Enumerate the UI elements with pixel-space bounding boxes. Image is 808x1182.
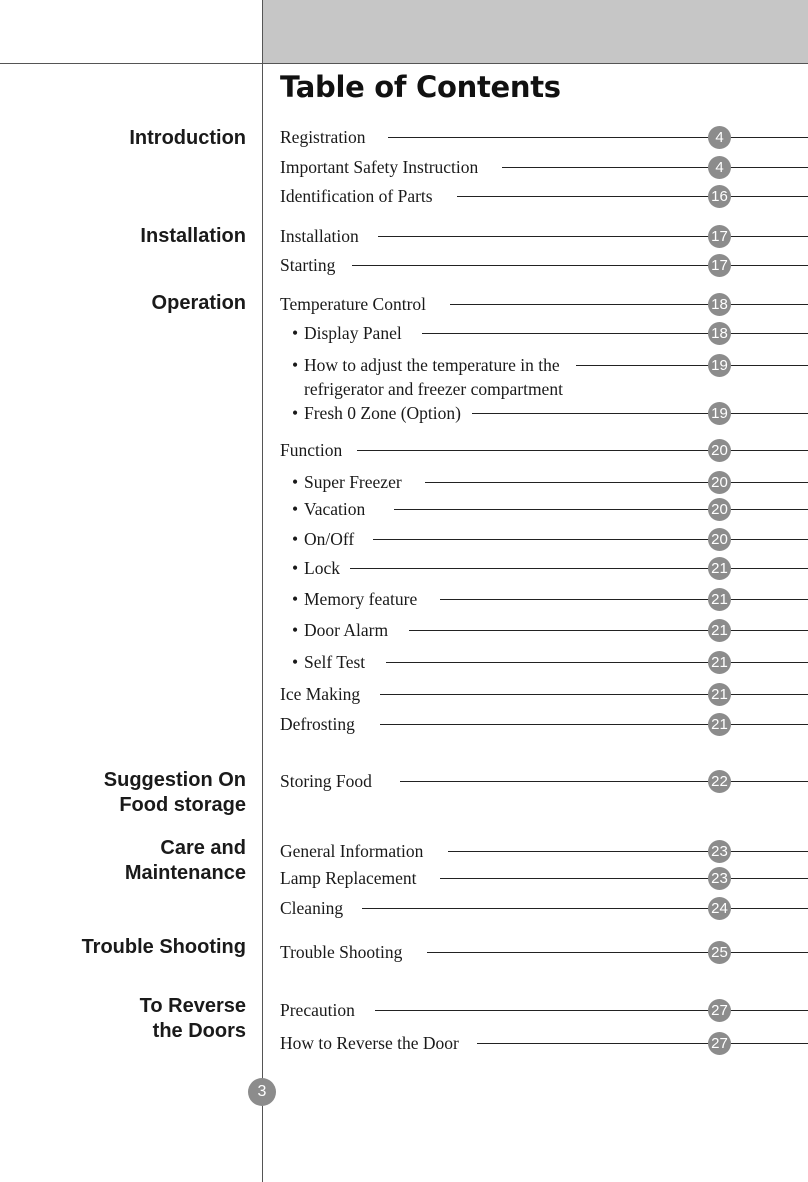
page-badge: 21 [708, 557, 731, 580]
page-badge: 21 [708, 651, 731, 674]
leader-line [380, 694, 808, 695]
toc-entry-installation[interactable] [280, 225, 808, 255]
toc-entry-storing-food[interactable] [280, 770, 808, 800]
leader-line [386, 662, 808, 663]
toc-entry-memory-feature[interactable] [280, 588, 808, 618]
column-divider [262, 0, 263, 1182]
entry-label: • Vacation [292, 499, 366, 519]
page-badge: 19 [708, 354, 731, 377]
page-badge: 20 [708, 471, 731, 494]
entry-label: Precaution [280, 1000, 355, 1020]
entry-label: Cleaning [280, 898, 344, 918]
leader-line [477, 1043, 808, 1044]
page-badge: 27 [708, 999, 731, 1022]
leader-line [450, 304, 808, 305]
leader-line [502, 167, 808, 168]
leader-line [440, 599, 808, 600]
toc-entry-precaution[interactable] [280, 999, 808, 1029]
page-badge: 19 [708, 402, 731, 425]
toc-entry-function[interactable] [280, 439, 808, 469]
page-badge: 27 [708, 1032, 731, 1055]
entry-label: • Display Panel [292, 323, 402, 343]
entry-label: • How to adjust the temperature in the [292, 355, 560, 375]
toc-entry-important-safety-instruction[interactable] [280, 156, 808, 186]
leader-line [576, 365, 808, 366]
leader-line [394, 509, 808, 510]
toc-entry-identification-of-parts[interactable] [280, 185, 808, 215]
entry-label: Registration [280, 127, 366, 147]
header-band [263, 0, 808, 64]
entry-label: General Information [280, 841, 424, 861]
toc-entry-display-panel[interactable] [280, 322, 808, 352]
entry-label: • Lock [292, 558, 340, 578]
entry-label: • Super Freezer [292, 472, 402, 492]
page-badge: 17 [708, 254, 731, 277]
leader-line [357, 450, 808, 451]
leader-line [472, 413, 808, 414]
leader-line [375, 1010, 808, 1011]
leader-line [380, 724, 808, 725]
entry-label: Ice Making [280, 684, 361, 704]
toc-entry-cleaning[interactable] [280, 897, 808, 927]
leader-line [350, 568, 808, 569]
section-trouble-shooting: Trouble Shooting [81, 936, 246, 958]
leader-line [373, 539, 808, 540]
entry-label: Identification of Parts [280, 186, 433, 206]
leader-line [378, 236, 808, 237]
entry-label: Lamp Replacement [280, 868, 417, 888]
entry-label: How to Reverse the Door [280, 1033, 459, 1053]
leader-line [422, 333, 808, 334]
toc-entry-vacation[interactable] [280, 498, 808, 528]
header-divider [0, 63, 808, 64]
entry-label: • Fresh 0 Zone (Option) [292, 403, 461, 423]
leader-line [425, 482, 808, 483]
toc-entry-lamp-replacement[interactable] [280, 867, 808, 897]
toc-entry-on-off[interactable] [280, 528, 808, 558]
leader-line [362, 908, 808, 909]
toc-entry-starting[interactable] [280, 254, 808, 284]
entry-label: Function [280, 440, 343, 460]
section-to-reverse-the-doors: To Reverse the Doors [139, 995, 246, 1042]
page-badge: 23 [708, 840, 731, 863]
entry-label: • Door Alarm [292, 620, 389, 640]
page-badge: 20 [708, 528, 731, 551]
toc-entry-registration[interactable] [280, 126, 808, 156]
page-badge: 25 [708, 941, 731, 964]
section-care-and-maintenance: Care and Maintenance [124, 837, 246, 884]
section-suggestion-on-food-storage: Suggestion On Food storage [103, 769, 246, 816]
toc-entry-door-alarm[interactable] [280, 619, 808, 649]
page-badge: 18 [708, 322, 731, 345]
page-badge: 16 [708, 185, 731, 208]
section-operation: Operation [151, 292, 246, 314]
page-badge: 20 [708, 439, 731, 462]
toc-entry-defrosting[interactable] [280, 713, 808, 743]
entry-label: Starting [280, 255, 336, 275]
leader-line [427, 952, 808, 953]
entry-label: Installation [280, 226, 359, 246]
entry-label: Temperature Control [280, 294, 427, 314]
toc-entry-lock[interactable] [280, 557, 808, 587]
toc-entry-adjust-temperature[interactable] [280, 354, 808, 402]
entry-label: • Self Test [292, 652, 366, 672]
toc-entry-ice-making[interactable] [280, 683, 808, 713]
page-badge: 4 [708, 126, 731, 149]
toc-entry-self-test[interactable] [280, 651, 808, 681]
page-badge: 22 [708, 770, 731, 793]
entry-label: Storing Food [280, 771, 372, 791]
page-title: Table of Contents [280, 70, 561, 104]
entry-label: Important Safety Instruction [280, 157, 479, 177]
leader-line [448, 851, 808, 852]
entry-label: Defrosting [280, 714, 355, 734]
toc-entry-fresh-zone[interactable] [280, 402, 808, 432]
leader-line [409, 630, 808, 631]
leader-line [352, 265, 808, 266]
page-badge: 21 [708, 683, 731, 706]
page-badge: 21 [708, 619, 731, 642]
page-badge: 18 [708, 293, 731, 316]
leader-line [457, 196, 808, 197]
page-badge: 17 [708, 225, 731, 248]
entry-label: • On/Off [292, 529, 355, 549]
leader-line [388, 137, 808, 138]
page-badge: 23 [708, 867, 731, 890]
toc-entry-how-to-reverse-the-door[interactable] [280, 1032, 808, 1062]
page-badge: 20 [708, 498, 731, 521]
toc-entry-trouble-shooting[interactable] [280, 941, 808, 971]
entry-label: • Memory feature [292, 589, 418, 609]
page-badge: 21 [708, 713, 731, 736]
page-number: 3 [248, 1078, 276, 1106]
entry-label: Trouble Shooting [280, 942, 403, 962]
leader-line [400, 781, 808, 782]
page-badge: 24 [708, 897, 731, 920]
page-badge: 21 [708, 588, 731, 611]
toc-entry-super-freezer[interactable] [280, 471, 808, 501]
section-installation: Installation [140, 225, 246, 247]
entry-label-continued: refrigerator and freezer compartment [304, 379, 563, 399]
leader-line [440, 878, 808, 879]
toc-entry-temperature-control[interactable] [280, 293, 808, 323]
section-introduction: Introduction [129, 127, 246, 149]
page-badge: 4 [708, 156, 731, 179]
toc-entry-general-information[interactable] [280, 840, 808, 870]
